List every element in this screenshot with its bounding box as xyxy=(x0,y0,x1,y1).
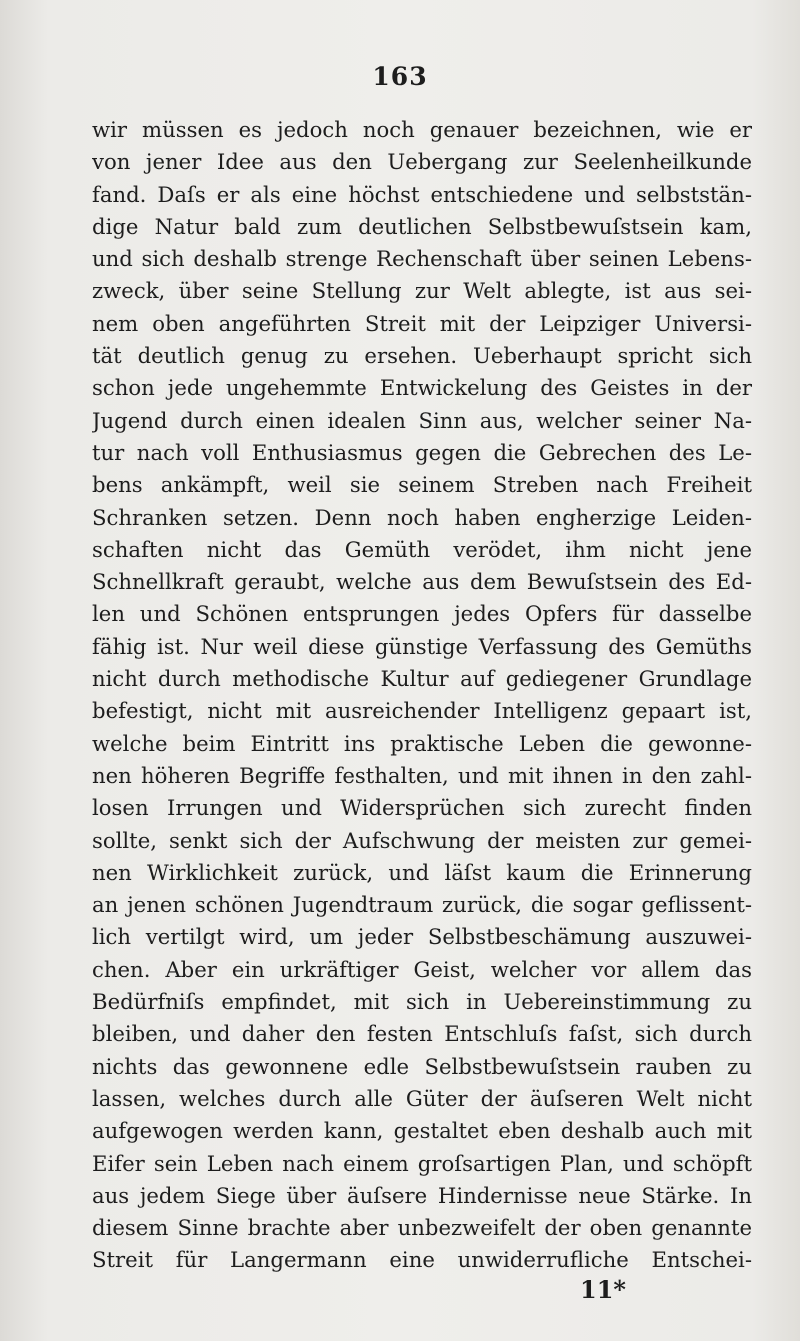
text-line: nen höheren Begriffe festhalten, und mit ihnen in den zahl- xyxy=(92,762,752,788)
text-line: losen Irrungen und Widersprüchen sich zurecht finden xyxy=(92,795,752,821)
text-line: chen. Aber ein urkräftiger Geist, welcher vor allem das xyxy=(92,956,752,982)
text-line: und sich deshalb strenge Rechenschaft über seinen Lebens- xyxy=(92,246,752,272)
text-line: befestigt, nicht mit ausreichender Intelligenz gepaart ist, xyxy=(92,698,752,724)
text-line: fähig ist. Nur weil diese günstige Verfassung des Gemüths xyxy=(92,633,752,659)
page-number: 163 xyxy=(372,62,428,91)
text-line: nem oben angeführten Streit mit der Leipziger Universi- xyxy=(92,310,752,336)
text-line: dige Natur bald zum deutlichen Selbstbewuſstsein kam, xyxy=(92,213,752,239)
text-line: schaften nicht das Gemüth verödet, ihm nicht jene xyxy=(92,536,752,562)
text-line: aus jedem Siege über äuſsere Hindernisse neue Stärke. In xyxy=(92,1182,752,1208)
text-line: tur nach voll Enthusiasmus gegen die Gebrechen des Le- xyxy=(92,439,752,465)
text-line: nicht durch methodische Kultur auf gediegener Grundlage xyxy=(92,666,752,692)
text-line: an jenen schönen Jugendtraum zurück, die sogar geflissent- xyxy=(92,892,752,918)
text-line: tät deutlich genug zu ersehen. Ueberhaupt spricht sich xyxy=(92,343,752,369)
text-line: Schnellkraft geraubt, welche aus dem Bewuſstsein des Ed- xyxy=(92,569,752,595)
text-line: nen Wirklichkeit zurück, und läſst kaum die Erinnerung xyxy=(92,859,752,885)
text-line: zweck, über seine Stellung zur Welt ablegte, ist aus sei- xyxy=(92,278,752,304)
text-line: fand. Daſs er als eine höchst entschiedene und selbststän- xyxy=(92,181,752,207)
text-line: nichts das gewonnene edle Selbstbewuſstsein rauben zu xyxy=(92,1053,752,1079)
text-line: Eifer sein Leben nach einem groſsartigen Plan, und schöpft xyxy=(92,1150,752,1176)
text-line: len und Schönen entsprungen jedes Opfers für dasselbe xyxy=(92,601,752,627)
text-line: bleiben, und daher den festen Entschluſs faſst, sich durch xyxy=(92,1021,752,1047)
text-line: welche beim Eintritt ins praktische Leben die gewonne- xyxy=(92,730,752,756)
text-line: von jener Idee aus den Uebergang zur Seelenheilkunde xyxy=(92,149,752,175)
text-line: diesem Sinne brachte aber unbezweifelt der oben genannte xyxy=(92,1215,752,1241)
text-line: lich vertilgt wird, um jeder Selbstbeschämung auszuwei- xyxy=(92,924,752,950)
signature-mark: 11* xyxy=(580,1275,626,1304)
body-text xyxy=(92,114,752,1277)
text-line: aufgewogen werden kann, gestaltet eben deshalb auch mit xyxy=(92,1118,752,1144)
text-line: Jugend durch einen idealen Sinn aus, welcher seiner Na- xyxy=(92,407,752,433)
text-line: wir müssen es jedoch noch genauer bezeichnen, wie er xyxy=(92,117,752,142)
text-line: Schranken setzen. Denn noch haben engherzige Leiden- xyxy=(92,504,752,530)
text-line: bens ankämpft, weil sie seinem Streben nach Freiheit xyxy=(92,472,752,498)
text-line: Bedürfniſs empfindet, mit sich in Uebereinstimmung zu xyxy=(92,989,752,1015)
text-line: schon jede ungehemmte Entwickelung des Geistes in der xyxy=(92,375,752,401)
text-line: lassen, welches durch alle Güter der äuſseren Welt nicht xyxy=(92,1085,752,1111)
text-line: sollte, senkt sich der Aufschwung der meisten zur gemei- xyxy=(92,827,752,853)
text-line: Streit für Langermann eine unwiderrufliche Entschei- xyxy=(92,1247,752,1273)
